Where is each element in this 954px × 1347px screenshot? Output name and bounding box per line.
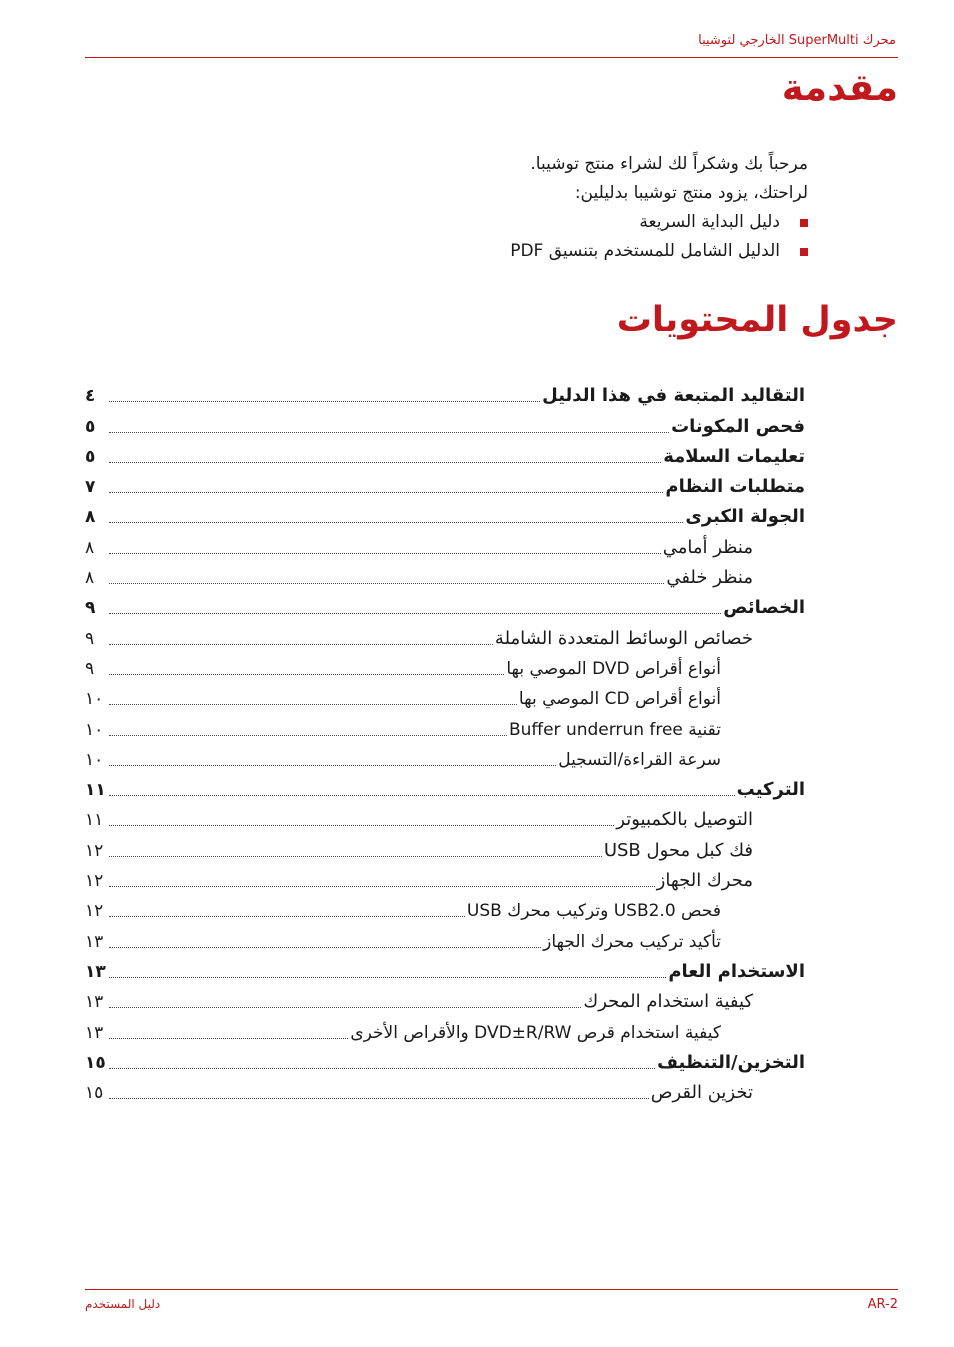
intro-bullet-text: الدليل الشامل للمستخدم بتنسيق PDF [510,241,780,261]
toc-entry[interactable] [85,380,805,410]
toc-entry[interactable] [85,1077,753,1107]
toc-entry-title: التخزين/التنظيف [657,1051,805,1073]
toc-entry[interactable] [85,865,753,895]
toc-page-number: ١٠ [85,719,104,740]
toc-entry-title: كيفية استخدام المحرك [583,991,753,1013]
toc-entry-title: منظر خلفي [666,567,753,589]
toc-entry-title: الجولة الكبرى [685,506,805,528]
toc-dot-leader [109,553,661,554]
toc-entry-title: تخزين القرص [650,1082,753,1104]
toc-dot-leader [109,583,664,584]
toc-entry[interactable] [85,653,721,683]
toc-entry[interactable] [85,622,753,652]
toc-entry-title: تقنية Buffer underrun free [508,719,721,740]
toc-entry-title: الاستخدام العام [668,960,805,982]
toc-page-number: ٧ [85,477,96,498]
toc-entry-title: سرعة القراءة/التسجيل [558,749,721,770]
intro-paragraph-line-2: لراحتك، يزود منتج توشيبا بدليلين: [574,183,808,203]
toc-entry[interactable] [85,531,753,561]
toc-page-number: ٨ [85,507,96,528]
toc-dot-leader [109,1038,348,1039]
toc-dot-leader [109,977,666,978]
toc-page-number: ١٣ [85,931,104,952]
toc-dot-leader [109,1007,581,1008]
toc-page-number: ١١ [85,780,106,801]
toc-entry-title: كيفية استخدام قرص DVD±R/RW والأقراص الأخرى [350,1022,721,1043]
toc-entry-title: التقاليد المتبعة في هذا الدليل [542,385,805,407]
toc-page-number: ٩ [85,598,96,619]
toc-entry[interactable] [85,804,753,834]
intro-bullet-text: دليل البداية السريعة [639,212,780,232]
toc-dot-leader [109,492,663,493]
square-bullet-icon [800,248,808,256]
toc-page-number: ١٢ [85,901,104,922]
toc-page-number: ٤ [85,386,96,407]
toc-entry-title: محرك الجهاز [656,870,753,892]
toc-entry[interactable] [85,713,721,743]
toc-entry-title: الخصائص [723,597,805,619]
toc-entry[interactable] [85,956,805,986]
toc-page-number: ١٠ [85,689,104,710]
toc-entry[interactable] [85,441,805,471]
toc-dot-leader [109,1068,655,1069]
toc-entry-title: أنواع أقراص DVD الموصي بها [506,658,721,679]
table-of-contents [85,380,805,1107]
toc-dot-leader [109,795,735,796]
toc-page-number: ١٣ [85,1022,104,1043]
square-bullet-icon [800,219,808,227]
toc-page-number: ١٣ [85,961,106,982]
toc-entry[interactable] [85,410,805,440]
toc-dot-leader [109,856,602,857]
toc-dot-leader [109,916,465,917]
toc-dot-leader [109,1098,649,1099]
toc-entry[interactable] [85,1047,805,1077]
toc-page-number: ٩ [85,658,95,679]
intro-section [188,150,808,266]
toc-page-number: ٩ [85,628,95,649]
intro-paragraph-line-1: مرحباً بك وشكراً لك لشراء منتج توشيبا. [530,154,808,174]
intro-heading: مقدمة [781,66,898,109]
toc-dot-leader [109,613,721,614]
toc-entry-title: التركيب [736,779,805,801]
toc-entry-title: متطلبات النظام [665,476,805,498]
toc-entry[interactable] [85,683,721,713]
toc-dot-leader [109,825,614,826]
toc-entry[interactable] [85,471,805,501]
toc-entry[interactable] [85,744,721,774]
intro-bullet-item [188,208,808,237]
toc-entry[interactable] [85,501,805,531]
toc-page-number: ١١ [85,810,104,831]
toc-dot-leader [109,947,541,948]
toc-dot-leader [109,735,507,736]
intro-bullet-item [188,237,808,266]
toc-dot-leader [109,704,517,705]
running-header: محرك SuperMulti الخارجي لتوشيبا [698,33,896,48]
toc-entry-title: تأكيد تركيب محرك الجهاز [543,931,721,952]
toc-page-number: ٥ [85,446,96,467]
toc-entry-title: فحص المكونات [671,415,805,437]
toc-entry[interactable] [85,592,805,622]
toc-page-number: ١٠ [85,749,104,770]
footer-manual-title: دليل المستخدم [85,1297,161,1311]
toc-dot-leader [109,462,661,463]
toc-dot-leader [109,674,504,675]
toc-entry-title: تعليمات السلامة [663,445,805,467]
toc-entry-title: خصائص الوسائط المتعددة الشاملة [494,627,753,649]
toc-page-number: ٥ [85,416,96,437]
toc-entry[interactable] [85,1016,721,1046]
intro-bullet-list [188,208,808,266]
toc-entry[interactable] [85,986,753,1016]
footer-divider [85,1289,898,1290]
footer-page-label: AR-2 [867,1297,898,1312]
toc-entry-title: التوصيل بالكمبيوتر [616,809,753,831]
toc-entry[interactable] [85,774,805,804]
toc-page-number: ١٣ [85,992,104,1013]
toc-page-number: ٨ [85,568,95,589]
toc-dot-leader [109,401,540,402]
toc-entry[interactable] [85,895,721,925]
toc-entry-title: منظر أمامي [662,536,753,558]
toc-page-number: ١٢ [85,871,104,892]
toc-page-number: ١٥ [85,1052,106,1073]
toc-page-number: ١٢ [85,840,104,861]
toc-entry-title: أنواع أقراص CD الموصي بها [518,689,721,710]
toc-page-number: ٨ [85,537,95,558]
toc-dot-leader [109,644,493,645]
toc-entry-title: فحص USB2.0 وتركيب محرك USB [466,901,721,922]
toc-entry-title: فك كبل محول USB [603,839,753,861]
toc-entry[interactable] [85,834,753,864]
toc-page-number: ١٥ [85,1083,104,1104]
toc-dot-leader [109,886,655,887]
toc-dot-leader [109,522,683,523]
header-divider [85,57,898,58]
toc-dot-leader [109,432,669,433]
toc-heading: جدول المحتويات [616,300,898,340]
toc-dot-leader [109,765,556,766]
toc-entry[interactable] [85,925,721,955]
toc-entry[interactable] [85,562,753,592]
